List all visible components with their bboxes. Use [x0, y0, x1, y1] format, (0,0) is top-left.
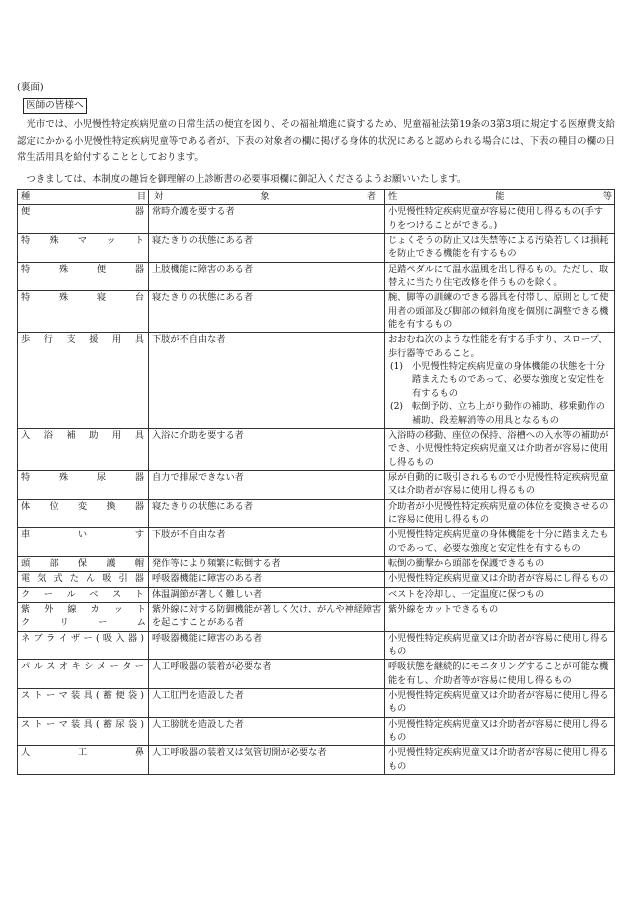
table-row [18, 291, 615, 333]
table-row [18, 205, 615, 234]
item-name: 特 殊 尿 器 [21, 471, 144, 483]
performance-text: 呼吸状態を継続的にモニタリングすることが可能な機能を有し、介助者等が容易に使用し得るもの [388, 661, 609, 686]
item-name: 頭 部 保 護 帽 [21, 557, 144, 569]
target-cell: 常時介護を要する者 [149, 205, 385, 234]
table-row [18, 587, 615, 602]
performance-cell [385, 428, 615, 470]
performance-text: 小児慢性特定疾病児童又は介助者が容易にし得るもの [388, 573, 609, 585]
performance-text: 小児慢性特定疾病児童又は介助者が容易に使用し得るもの [388, 718, 609, 744]
performance-cell [385, 262, 615, 291]
target-cell: 呼吸器機能に障害のある者 [149, 631, 385, 660]
table-row [18, 602, 615, 631]
target-cell: 呼吸器機能に障害のある者 [149, 572, 385, 587]
item-cell [18, 572, 149, 587]
header-item-label: 種 目 [21, 191, 146, 202]
target-cell: 人工膀胱を造設した者 [149, 717, 385, 746]
table-row [18, 556, 615, 571]
performance-text: 小児慢性特定疾病児童又は介助者が容易に使用し得るもの [388, 632, 609, 657]
item-cell [18, 205, 149, 234]
performance-list-item [388, 360, 612, 400]
intro-paragraph: 光市では、小児慢性特定疾病児童の日常生活の便宜を図り、その福祉増進に資するため、児童福祉法第19条の3第3項に規定する医療費支給認定にかかる小児慢性特定疾病児童等である者が、下表の対象者の欄に掲げる身体的状況にあると認められる場合には、下表の種目の欄の日常生活用具を給付することとしております。 [17, 119, 615, 164]
performance-text: 紫外線をカットできるもの [388, 603, 499, 615]
performance-cell [385, 602, 615, 631]
performance-text: 介助者が小児慢性特定疾病児童の体位を変換させるのに容易に使用し得るもの [388, 500, 609, 525]
performance-text: じょくそうの防止又は失禁等による汚染若しくは損耗を防止できる機能を有するもの [388, 235, 609, 260]
table-row [18, 631, 615, 660]
performance-cell [385, 205, 615, 234]
target-cell: 紫外線に対する防御機能が著しく欠け、がんや神経障害を起こすことがある者 [149, 602, 385, 631]
performance-text: 小児慢性特定疾病児童の身体機能を十分に踏まえたものであって、必要な強度と安定性を有するもの [388, 529, 609, 554]
addressee-box: 医師の皆様へ [23, 98, 87, 114]
target-cell: 発作等により頻繁に転倒する者 [149, 556, 385, 571]
table-row [18, 333, 615, 428]
table-row [18, 717, 615, 746]
performance-text: 腕、脚等の訓練のできる器具を付帯し、原則として使用者の頭部及び脚部の傾斜角度を個別に調整できる機能を有するもの [388, 292, 609, 331]
performance-cell [385, 528, 615, 557]
intro-text [17, 117, 615, 167]
target-cell: 上肢機能に障害のある者 [149, 262, 385, 291]
item-name: ス ト ー マ 装 具 ( 蓄 尿 袋 ) [21, 718, 144, 730]
item-cell [18, 428, 149, 470]
table-row [18, 234, 615, 263]
table-row [18, 470, 615, 499]
target-cell: 人工肛門を造設した者 [149, 689, 385, 718]
item-cell [18, 689, 149, 718]
list-item-number: (1) [390, 361, 404, 373]
item-cell [18, 556, 149, 571]
performance-cell [385, 234, 615, 263]
performance-text: 小児慢性特定疾病児童又は介助者が容易に使用し得るもの [388, 690, 609, 715]
performance-cell [385, 717, 615, 746]
item-cell [18, 660, 149, 689]
table-row [18, 528, 615, 557]
item-name: 体 位 変 換 器 [21, 500, 144, 512]
performance-cell [385, 689, 615, 718]
item-cell [18, 262, 149, 291]
performance-text: 転倒の衝撃から頭部を保護できるもの [388, 557, 545, 569]
target-cell: 人工呼吸器の装着又は気管切開が必要な者 [149, 746, 385, 775]
page-side-label: (裏面) [17, 82, 44, 93]
table-row [18, 572, 615, 587]
target-cell: 寝たきりの状態にある者 [149, 291, 385, 333]
item-cell [18, 717, 149, 746]
target-cell: 体温調節が著しく難しい者 [149, 587, 385, 602]
performance-text: おおむね次のような性能を有する手すり、スロープ、歩行器等であること。 [388, 334, 608, 359]
table-row [18, 660, 615, 689]
item-name: 電 気 式 た ん 吸 引 器 [21, 573, 144, 585]
item-name: ネ ブ ラ イ ザ ー ( 吸 入 器 ) [21, 632, 144, 644]
performance-cell [385, 333, 615, 428]
item-name-line: 紫 外 線 カ ッ ト [21, 603, 146, 615]
performance-list-item [388, 400, 612, 427]
performance-cell [385, 291, 615, 333]
item-cell [18, 602, 149, 631]
performance-text: ベストを冷却し、一定温度に保つもの [388, 588, 545, 600]
item-cell [18, 528, 149, 557]
item-name: 入 浴 補 助 用 具 [21, 429, 144, 441]
item-name: 車 い す [21, 529, 144, 541]
target-cell: 寝たきりの状態にある者 [149, 234, 385, 263]
item-name: 便 器 [21, 206, 144, 218]
performance-cell [385, 572, 615, 587]
header-performance [385, 190, 615, 205]
item-name: ク ー ル ベ ス ト [21, 588, 144, 600]
item-name: パ ル ス オ キ シ メ ー タ ー [21, 661, 144, 673]
target-cell: 下肢が不自由な者 [149, 528, 385, 557]
table-row [18, 689, 615, 718]
item-name: 特 殊 便 器 [21, 263, 144, 275]
table-row [18, 262, 615, 291]
item-cell [18, 470, 149, 499]
item-cell [18, 499, 149, 528]
performance-cell [385, 660, 615, 689]
equipment-table [17, 189, 615, 775]
table-row [18, 746, 615, 775]
request-text: つきましては、本制度の趣旨を御理解の上診断書の必要事項欄に御記入くださるようお願いいたします。 [26, 174, 467, 185]
performance-text: 小児慢性特定疾病児童又は介助者が容易に使用し得るもの [388, 747, 609, 772]
target-cell: 自力で排尿できない者 [149, 470, 385, 499]
target-cell: 人工呼吸器の装着が必要な者 [149, 660, 385, 689]
performance-text: 尿が自動的に吸引されるもので小児慢性特定疾病児童又は介助者が容易に使用し得るもの [388, 471, 609, 497]
table-body [18, 205, 615, 775]
item-cell [18, 587, 149, 602]
performance-text: 足踏ペダルにて温水温風を出し得るもの。ただし、取替えに当たり住宅改修を伴うものを除く。 [388, 263, 609, 289]
performance-text: 小児慢性特定疾病児童が容易に使用し得るもの(手すりをつけることができる。) [388, 206, 603, 231]
item-name: ス ト ー マ 装 具 ( 蓄 便 袋 ) [21, 690, 144, 702]
target-cell: 寝たきりの状態にある者 [149, 499, 385, 528]
item-cell [18, 234, 149, 263]
performance-text: 入浴時の移動、座位の保持、浴槽への入水等の補助ができ、小児慢性特定疾病児童又は介助者が容易に使用し得るもの [388, 429, 609, 468]
item-name: 特 殊 寝 台 [21, 292, 144, 304]
performance-cell [385, 587, 615, 602]
table-row [18, 499, 615, 528]
table-row [18, 428, 615, 470]
item-name: 人 工 鼻 [21, 747, 144, 759]
item-cell [18, 631, 149, 660]
performance-cell [385, 470, 615, 499]
list-item-text: 転倒予防、立ち上がり動作の補助、移乗動作の補助、段差解消等の用具となるもの [412, 401, 605, 426]
item-cell [18, 291, 149, 333]
item-cell [18, 333, 149, 428]
list-item-text: 小児慢性特定疾病児童の身体機能の状態を十分踏まえたものであって、必要な強度と安定性を有するもの [412, 361, 605, 399]
header-target-label: 対 象 者 [154, 191, 376, 202]
performance-cell [385, 499, 615, 528]
performance-cell [385, 556, 615, 571]
item-name-line: ク リ ー ム [21, 617, 146, 629]
item-cell [18, 746, 149, 775]
table-header-row [18, 190, 615, 205]
performance-cell [385, 631, 615, 660]
performance-cell [385, 746, 615, 775]
header-performance-label: 性 能 等 [388, 191, 612, 202]
item-name: 特 殊 マ ッ ト [21, 235, 144, 247]
header-target [149, 190, 385, 205]
target-cell: 下肢が不自由な者 [149, 333, 385, 428]
target-cell: 入浴に介助を要する者 [149, 428, 385, 470]
header-item [18, 190, 149, 205]
list-item-number: (2) [390, 401, 404, 413]
item-name: 歩 行 支 援 用 具 [21, 334, 144, 346]
